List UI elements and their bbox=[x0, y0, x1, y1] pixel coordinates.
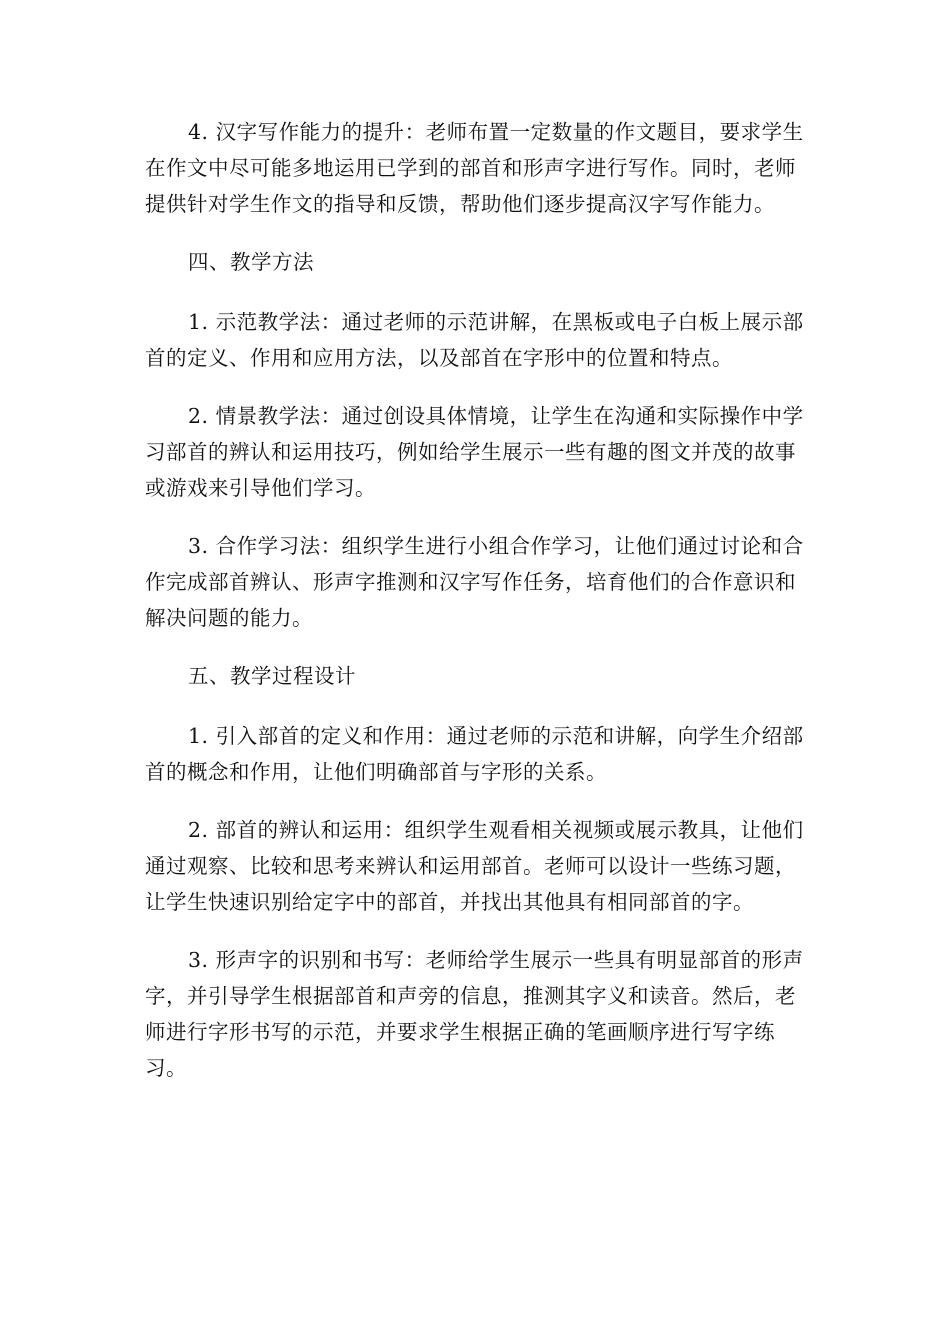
paragraph-situational-method: 2. 情景教学法：通过创设具体情境，让学生在沟通和实际操作中学习部首的辨认和运用技巧，例如给学生展示一些有趣的图文并茂的故事或游戏来引导他们学习。 bbox=[145, 404, 804, 500]
paragraph-demonstration-method: 1. 示范教学法：通过老师的示范讲解，在黑板或电子白板上展示部首的定义、作用和应用方法，以及部首在字形中的位置和特点。 bbox=[145, 310, 804, 370]
section-heading-teaching-process: 五、教学过程设计 bbox=[188, 664, 356, 688]
paragraph-writing-ability: 4. 汉字写作能力的提升：老师布置一定数量的作文题目，要求学生在作文中尽可能多地运用已学到的部首和形声字进行写作。同时，老师提供针对学生作文的指导和反馈，帮助他们逐步提高汉字写作能力。 bbox=[145, 120, 804, 216]
paragraph-introduce-radicals: 1. 引入部首的定义和作用：通过老师的示范和讲解，向学生介绍部首的概念和作用，让他们明确部首与字形的关系。 bbox=[145, 724, 804, 784]
section-heading-teaching-methods: 四、教学方法 bbox=[188, 250, 314, 274]
paragraph-cooperative-method: 3. 合作学习法：组织学生进行小组合作学习，让他们通过讨论和合作完成部首辨认、形声字推测和汉字写作任务，培育他们的合作意识和解决问题的能力。 bbox=[145, 534, 804, 630]
paragraph-phonetic-characters: 3. 形声字的识别和书写：老师给学生展示一些具有明显部首的形声字，并引导学生根据部首和声旁的信息，推测其字义和读音。然后，老师进行字形书写的示范，并要求学生根据正确的笔画顺序进行写字练习。 bbox=[145, 948, 804, 1080]
paragraph-identify-radicals: 2. 部首的辨认和运用：组织学生观看相关视频或展示教具，让他们通过观察、比较和思考来辨认和运用部首。老师可以设计一些练习题，让学生快速识别给定字中的部首，并找出其他具有相同部首的字。 bbox=[145, 818, 804, 914]
